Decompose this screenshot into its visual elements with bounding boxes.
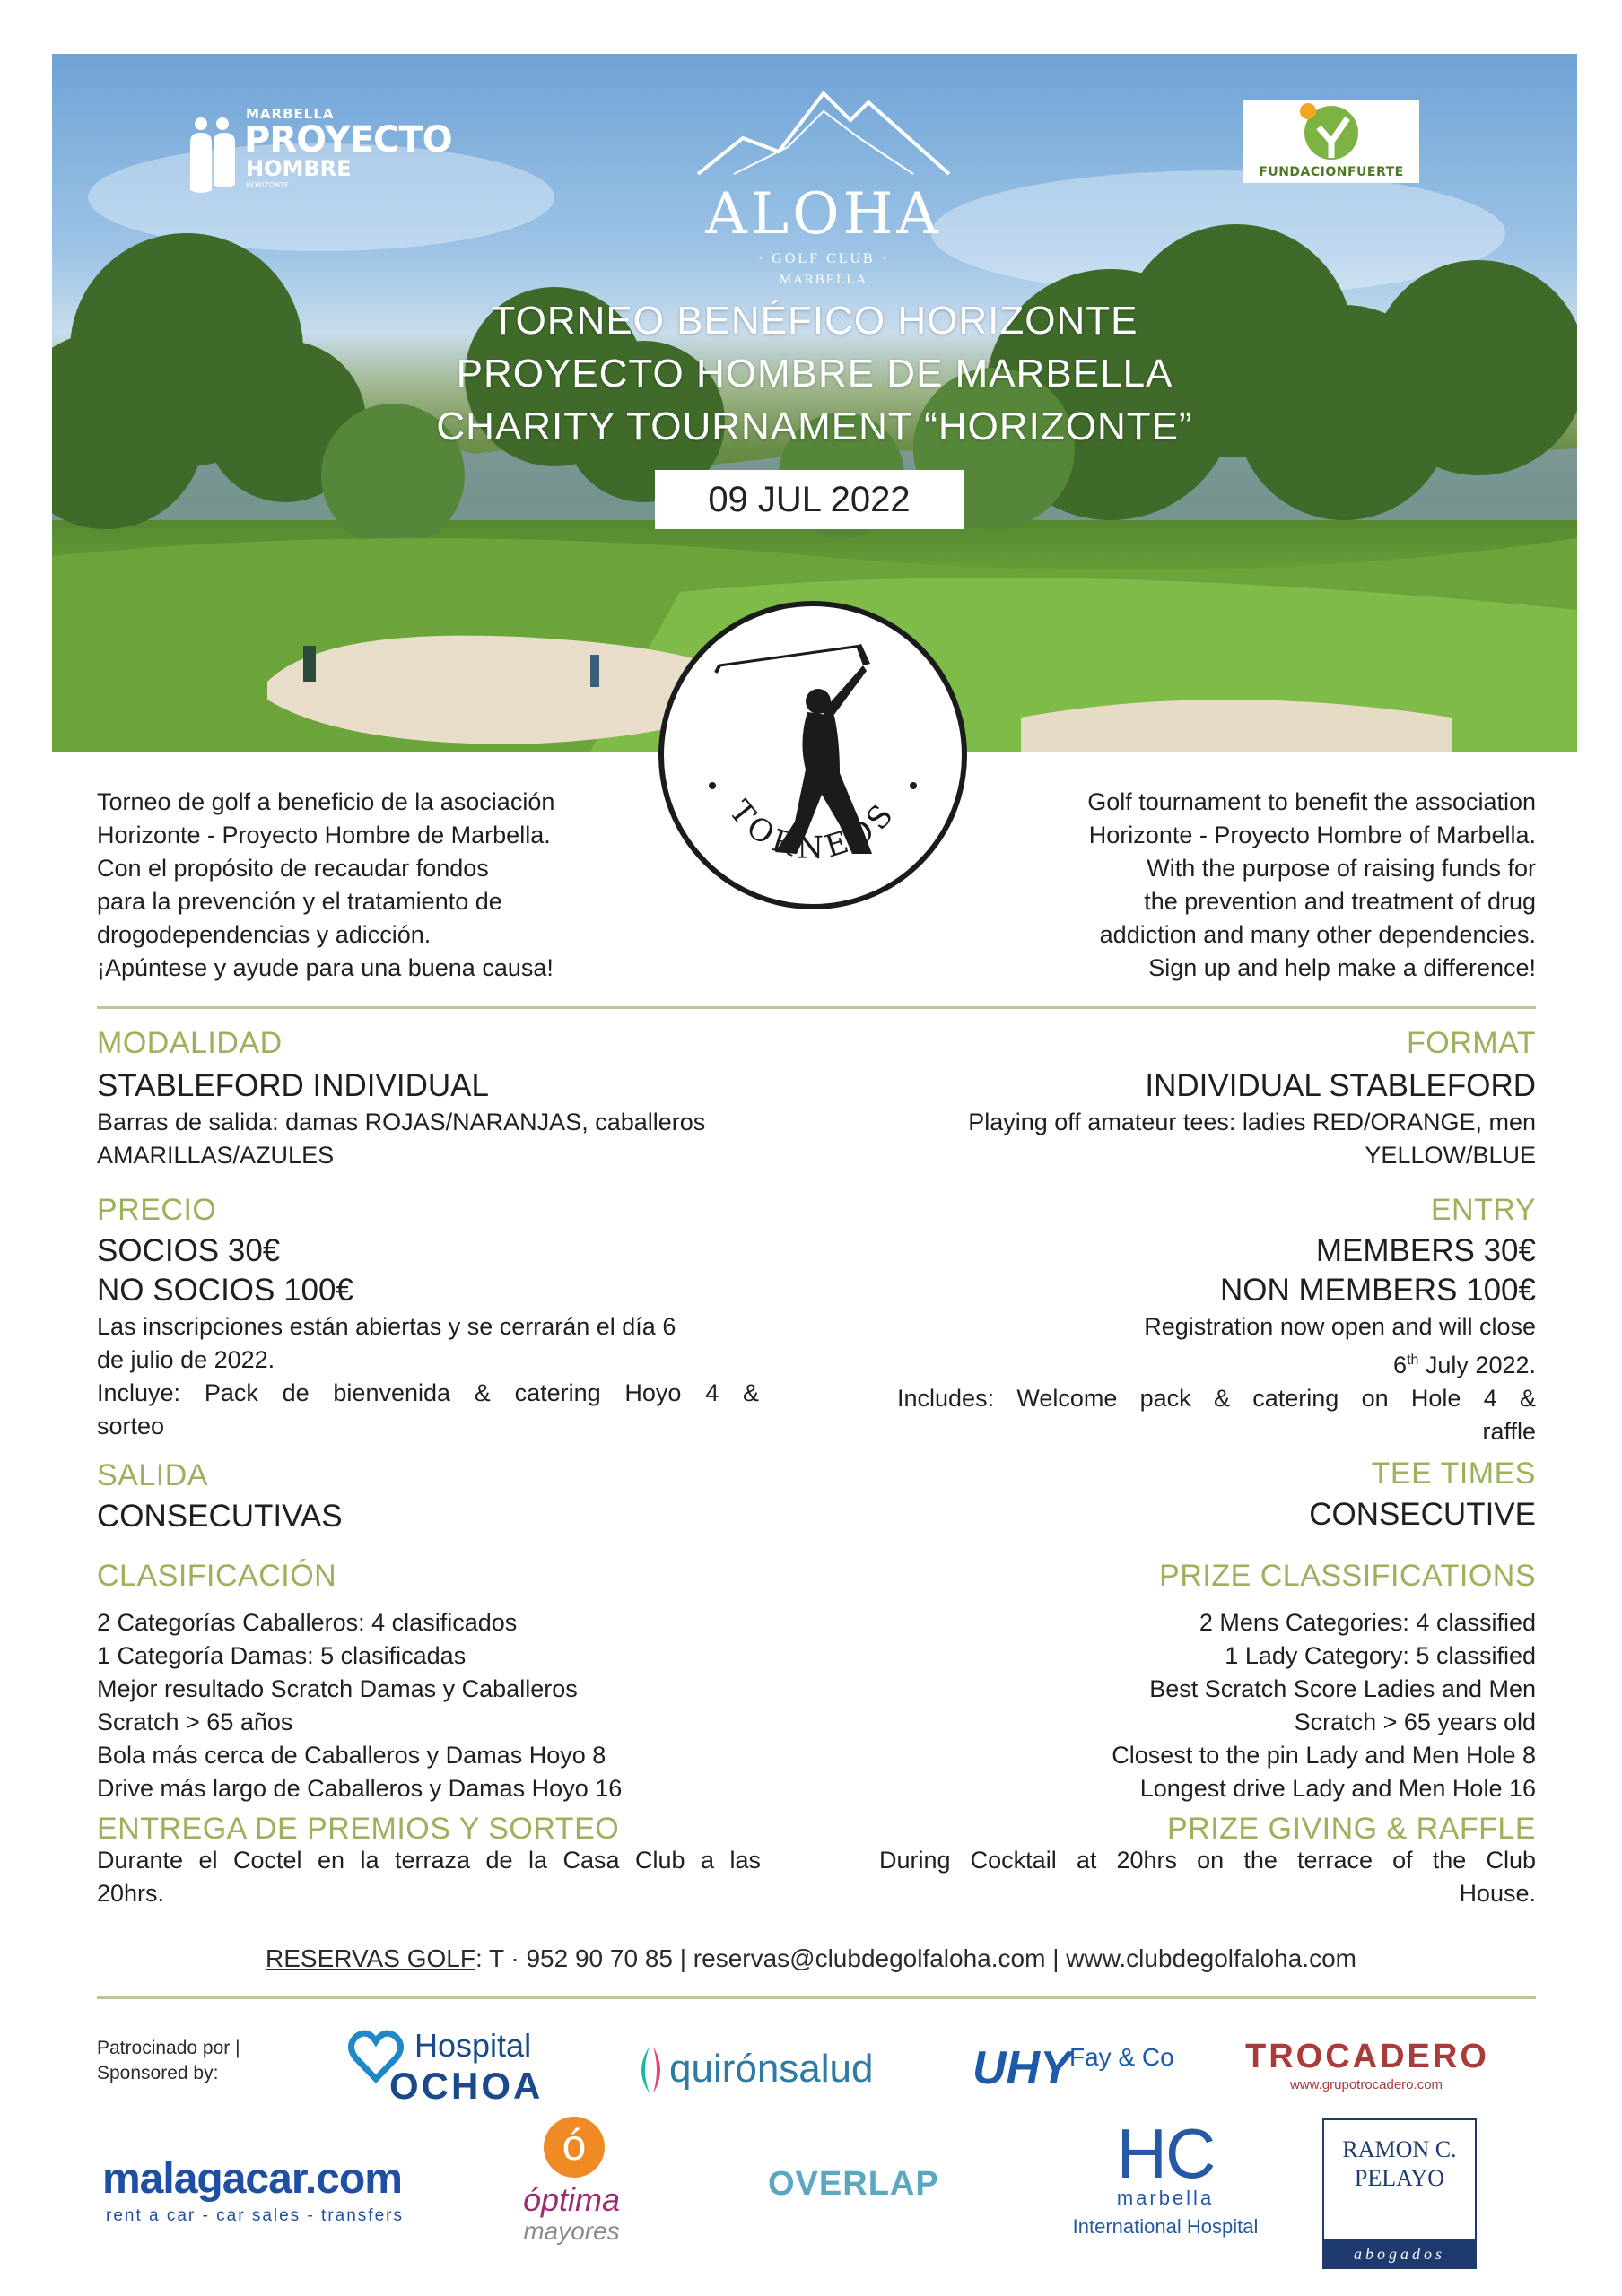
intro-en-line: the prevention and treatment of drug (1144, 888, 1536, 915)
intro-spanish (97, 786, 671, 985)
clasificacion-item: Bola más cerca de Caballeros y Damas Hoyo 8 (97, 1742, 606, 1769)
reservations-contact (0, 1944, 1622, 1973)
prize-giving-detail-line: House. (1459, 1880, 1536, 1907)
prize-classification-item: 2 Mens Categories: 4 classified (1199, 1609, 1536, 1636)
entry-non-members: NON MEMBERS 100€ (1219, 1273, 1536, 1308)
tee-times-section (908, 1457, 1536, 1535)
intro-es-line: ¡Apúntese y ayude para una buena causa! (97, 954, 554, 981)
golfer-silhouette-icon (664, 606, 962, 904)
prize-classifications-section (836, 1559, 1536, 1805)
intro-en-line: addiction and many other dependencies. (1099, 921, 1536, 948)
prize-giving-detail-line: During Cocktail at 20hrs on the terrace of the Club (879, 1847, 1536, 1874)
entry-detail-line: raffle (1482, 1418, 1536, 1445)
malagacar-l1: malagacar.com (102, 2155, 402, 2203)
proyecto-logo-line2: PROYECTO (244, 119, 452, 161)
uhy-l1: UHY (972, 2042, 1071, 2094)
uhy-fay-logo (972, 2038, 1206, 2109)
divider-bottom (97, 1996, 1536, 1999)
ramon-l3: abogados (1324, 2239, 1475, 2269)
prize-classification-item: Best Scratch Score Ladies and Men (1149, 1675, 1536, 1702)
intro-es-line: Torneo de golf a beneficio de la asociación (97, 788, 555, 815)
trocadero-l2: www.grupotrocadero.com (1289, 2077, 1443, 2092)
hospital-ochoa-logo (348, 2025, 572, 2115)
precio-detail-line: sorteo (97, 1413, 165, 1439)
ramon-l1: RAMON C. (1342, 2136, 1457, 2162)
format-section (854, 1026, 1536, 1172)
quironsalud-logo (632, 2038, 901, 2109)
clasificacion-heading: CLASIFICACIÓN (97, 1559, 337, 1593)
proyecto-logo-line3: HOMBRE (246, 156, 352, 181)
entry-close-day: 6 (1393, 1352, 1408, 1378)
overlap-logo: OVERLAP (768, 2165, 939, 2203)
event-title-line-2: PROYECTO HOMBRE DE MARBELLA (456, 352, 1173, 396)
precio-no-socios: NO SOCIOS 100€ (97, 1273, 353, 1308)
entry-members: MEMBERS 30€ (1315, 1233, 1536, 1268)
fundacion-logo-text: FUNDACIONFUERTE (1259, 165, 1404, 179)
quironsalud-text: quirónsalud (669, 2047, 874, 2091)
entry-detail-line: Includes: Welcome pack & catering on Hole 4 & (897, 1385, 1536, 1412)
clasificacion-item: 2 Categorías Caballeros: 4 clasificados (97, 1609, 518, 1636)
divider-top (97, 1006, 1536, 1009)
format-detail-line: YELLOW/BLUE (1365, 1142, 1536, 1169)
precio-detail-line: de julio de 2022. (97, 1346, 275, 1373)
intro-en-line: With the purpose of raising funds for (1147, 855, 1536, 882)
clasificacion-item: Drive más largo de Caballeros y Damas Hoyo 16 (97, 1775, 623, 1802)
entry-close-day-suffix: th (1407, 1352, 1419, 1368)
torneos-badge (658, 601, 967, 909)
proyecto-hombre-logo (187, 97, 474, 196)
aloha-logo-name: ALOHA (705, 181, 942, 248)
precio-heading: PRECIO (97, 1193, 217, 1227)
reservas-contact-details[interactable]: : T · 952 90 70 85 | reservas@clubdegolfaloha.com | www.clubdegolfaloha.com (475, 1944, 1356, 1972)
entrega-detail-line: Durante el Coctel en la terraza de la Casa Club a las (97, 1847, 761, 1874)
precio-socios: SOCIOS 30€ (97, 1233, 281, 1268)
hospital-ochoa-l1: Hospital (414, 2027, 532, 2064)
modalidad-detail-line: Barras de salida: damas ROJAS/NARANJAS, caballeros (97, 1109, 706, 1135)
entry-heading: ENTRY (1430, 1193, 1536, 1227)
ramon-pelayo-logo (1322, 2118, 1477, 2269)
uhy-l2: Fay & Co (1069, 2043, 1174, 2071)
modalidad-detail-line: AMARILLAS/AZULES (97, 1142, 335, 1169)
tee-times-heading: TEE TIMES (1371, 1457, 1536, 1491)
sponsored-by-en: Sponsored by: (97, 2063, 219, 2083)
proyecto-logo-line4: HORIZONTE (246, 181, 289, 189)
proyecto-hombre-mark-icon (187, 115, 240, 196)
clasificacion-section (97, 1559, 797, 1805)
salida-heading: SALIDA (97, 1458, 208, 1492)
event-title-line-1: TORNEO BENÉFICO HORIZONTE (491, 299, 1138, 343)
hc-marbella-logo (1062, 2113, 1269, 2248)
entrega-heading: ENTREGA DE PREMIOS Y SORTEO (97, 1812, 620, 1846)
aloha-golf-club-logo (680, 75, 967, 326)
entry-section (854, 1193, 1536, 1448)
hospital-ochoa-l2: OCHOA (389, 2065, 544, 2107)
aloha-logo-sub: · GOLF CLUB · (757, 251, 890, 266)
proyecto-logo-line1: MARBELLA (246, 106, 335, 122)
format-main: INDIVIDUAL STABLEFORD (1145, 1068, 1536, 1103)
aloha-logo-city: MARBELLA (779, 273, 868, 287)
modalidad-section (97, 1026, 868, 1172)
entrega-detail-line: 20hrs. (97, 1880, 165, 1907)
modalidad-heading: MODALIDAD (97, 1026, 283, 1060)
malagacar-logo (102, 2154, 461, 2226)
prize-classification-item: Longest drive Lady and Men Hole 16 (1139, 1775, 1536, 1802)
format-heading: FORMAT (1406, 1026, 1536, 1060)
prize-classifications-heading: PRIZE CLASSIFICATIONS (1159, 1559, 1536, 1593)
aloha-mountain-icon (680, 75, 967, 183)
precio-section (97, 1193, 779, 1443)
modalidad-main: STABLEFORD INDIVIDUAL (97, 1068, 489, 1103)
intro-en-line: Golf tournament to benefit the association (1087, 788, 1536, 815)
precio-detail-line: Las inscripciones están abiertas y se cerrarán el día 6 (97, 1313, 676, 1340)
optima-l2: mayores (523, 2217, 620, 2245)
prize-classification-item: Scratch > 65 years old (1294, 1709, 1536, 1735)
fundacion-figure-icon (1243, 100, 1419, 163)
event-date: 09 JUL 2022 (655, 470, 964, 529)
quironsalud-mark-icon (632, 2043, 667, 2097)
tee-times-main: CONSECUTIVE (1309, 1497, 1536, 1532)
hc-l2: marbella (1116, 2187, 1215, 2209)
intro-en-line: Sign up and help make a difference! (1148, 954, 1536, 981)
clasificacion-item: Scratch > 65 años (97, 1709, 293, 1735)
fundacion-fuerte-logo (1243, 100, 1419, 183)
optima-l1: óptima (522, 2181, 621, 2218)
salida-section (97, 1458, 725, 1536)
intro-en-line: Horizonte - Proyecto Hombre of Marbella. (1088, 822, 1536, 848)
prize-giving-section (836, 1813, 1536, 1910)
prize-giving-heading: PRIZE GIVING & RAFFLE (1166, 1812, 1536, 1846)
format-detail-line: Playing off amateur tees: ladies RED/ORANGE, men (968, 1109, 1536, 1135)
trocadero-l1: TROCADERO (1245, 2038, 1489, 2075)
event-title (52, 294, 1577, 453)
sponsored-by-es: Patrocinado por | (97, 2038, 240, 2058)
malagacar-l2: rent a car - car sales - transfers (106, 2206, 404, 2225)
event-title-line-3: CHARITY TOURNAMENT “HORIZONTE” (436, 404, 1193, 448)
entrega-section (97, 1813, 797, 1910)
intro-es-line: drogodependencias y adicción. (97, 921, 432, 948)
prize-classification-item: Closest to the pin Lady and Men Hole 8 (1112, 1742, 1536, 1769)
salida-main: CONSECUTIVAS (97, 1499, 343, 1534)
clasificacion-item: 1 Categoría Damas: 5 clasificadas (97, 1642, 467, 1669)
optima-mayores-logo (504, 2117, 639, 2260)
intro-es-line: Horizonte - Proyecto Hombre de Marbella. (97, 822, 551, 848)
sponsored-by-label (97, 2036, 240, 2086)
hc-l1: HC (1116, 2114, 1215, 2193)
entry-close-month: July 2022. (1418, 1352, 1536, 1378)
ramon-l2: PELAYO (1354, 2165, 1445, 2191)
entry-detail-line (854, 1344, 1536, 1382)
prize-classification-item: 1 Lady Category: 5 classified (1225, 1642, 1536, 1669)
intro-english (933, 786, 1536, 985)
reservas-label: RESERVAS GOLF (266, 1944, 475, 1972)
hc-l3: International Hospital (1072, 2215, 1259, 2238)
trocadero-logo (1245, 2038, 1487, 2100)
optima-mark-icon: ó (544, 2117, 605, 2178)
torneos-label: TORNEOS (721, 794, 904, 866)
precio-detail-line: Incluye: Pack de bienvenida & catering Hoyo 4 & (97, 1379, 759, 1406)
entry-detail-line: Registration now open and will close (1144, 1313, 1536, 1340)
clasificacion-item: Mejor resultado Scratch Damas y Caballeros (97, 1675, 578, 1702)
intro-es-line: Con el propósito de recaudar fondos (97, 855, 489, 882)
intro-es-line: para la prevención y el tratamiento de (97, 888, 502, 915)
